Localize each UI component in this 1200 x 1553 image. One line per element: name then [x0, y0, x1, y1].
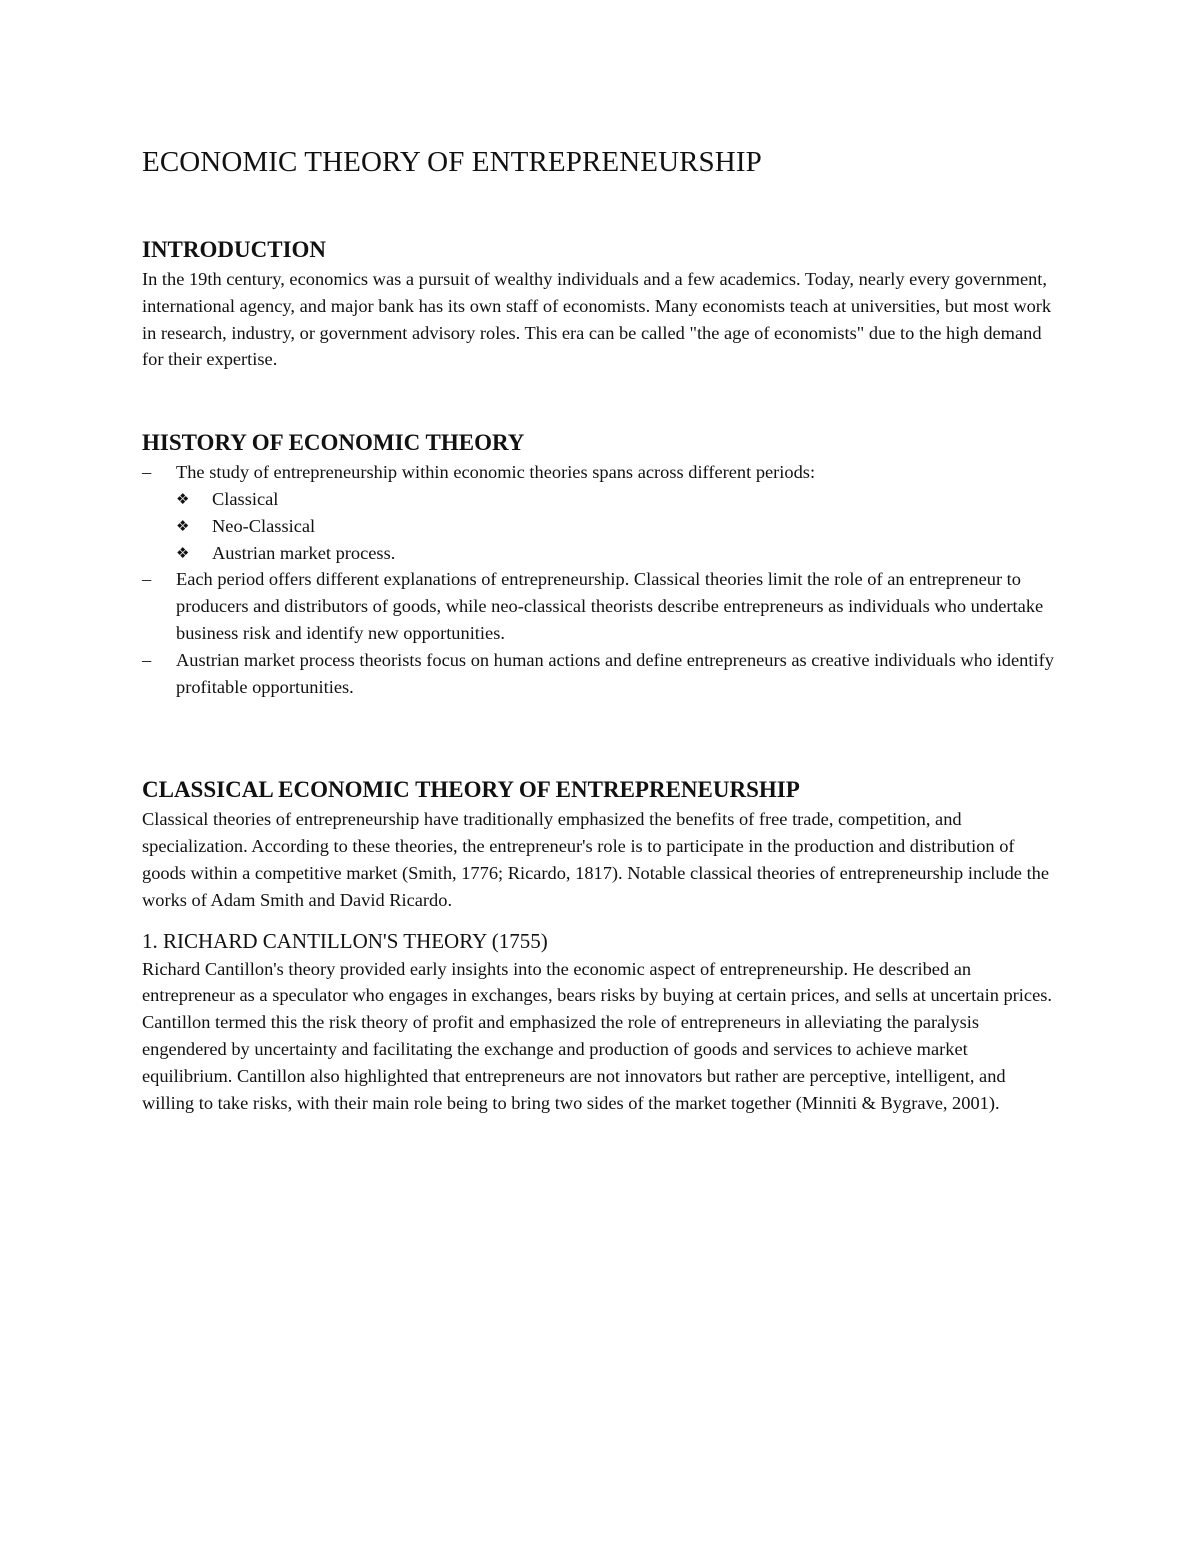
- document-title: ECONOMIC THEORY OF ENTREPRENEURSHIP: [142, 146, 762, 178]
- period-label: Classical: [212, 488, 279, 509]
- document-page: [142, 140, 1062, 1116]
- history-item-text: Austrian market process theorists focus on human actions and define entrepreneurs as creative individuals who identify profitable opportunities.: [176, 649, 1054, 697]
- classical-heading: CLASSICAL ECONOMIC THEORY OF ENTREPRENEURSHIP: [142, 777, 800, 803]
- introduction-paragraph: In the 19th century, economics was a pursuit of wealthy individuals and a few academics. Today, nearly every government, international agency, and major bank has its own staff of economists. Many economists teach at universities, but most work in research, industry, or government advisory roles. This era can be called "the age of economists" due to the high demand for their expertise.: [142, 269, 1052, 370]
- history-item-text: The study of entrepreneurship within economic theories spans across different periods:: [176, 462, 816, 483]
- four-diamond-bullet-icon: ❖: [176, 516, 190, 535]
- dash-bullet-icon: –: [142, 649, 152, 670]
- four-diamond-bullet-icon: ❖: [176, 489, 190, 508]
- history-item-text: Each period offers different explanations of entrepreneurship. Classical theories limit the role of an entrepreneur to producers and distributors of goods, while neo-classical theorists describe entrepreneurs as individuals who undertake business risk and identify new opportunities.: [176, 569, 1044, 643]
- periods-list: [176, 486, 1062, 566]
- period-label: Austrian market process.: [212, 542, 396, 563]
- history-list-item: [142, 459, 1062, 566]
- history-list: [142, 459, 1062, 700]
- introduction-heading: INTRODUCTION: [142, 237, 327, 262]
- period-item-neo-classical: [176, 513, 1062, 540]
- period-item-austrian: [176, 540, 1062, 567]
- cantillon-heading: 1. RICHARD CANTILLON'S THEORY (1755): [142, 928, 548, 953]
- history-list-item: [142, 566, 1062, 646]
- cantillon-paragraph: Richard Cantillon's theory provided early insights into the economic aspect of entrepreneurship. He described an entrepreneur as a speculator who engages in exchanges, bears risks by buying at certain prices, and sells at uncertain prices. Cantillon termed this the risk theory of profit and emphasized the role of entrepreneurs in alleviating the paralysis engendered by uncertainty and facilitating the exchange and production of goods and services to achieve market equilibrium. Cantillon also highlighted that entrepreneurs are not innovators but rather are perceptive, intelligent, and willing to take risks, with their main role being to bring two sides of the market together (Minniti & Bygrave, 2001).: [142, 958, 1052, 1113]
- dash-bullet-icon: –: [142, 569, 152, 590]
- history-list-item: [142, 647, 1062, 701]
- dash-bullet-icon: –: [142, 462, 152, 483]
- four-diamond-bullet-icon: ❖: [176, 543, 190, 562]
- period-label: Neo-Classical: [212, 515, 316, 536]
- period-item-classical: [176, 486, 1062, 513]
- classical-paragraph: Classical theories of entrepreneurship have traditionally emphasized the benefits of free trade, competition, and specialization. According to these theories, the entrepreneur's role is to participate in the production and distribution of goods within a competitive market (Smith, 1776; Ricardo, 1817). Notable classical theories of entrepreneurship include the works of Adam Smith and David Ricardo.: [142, 809, 1050, 910]
- history-heading: HISTORY OF ECONOMIC THEORY: [142, 430, 525, 456]
